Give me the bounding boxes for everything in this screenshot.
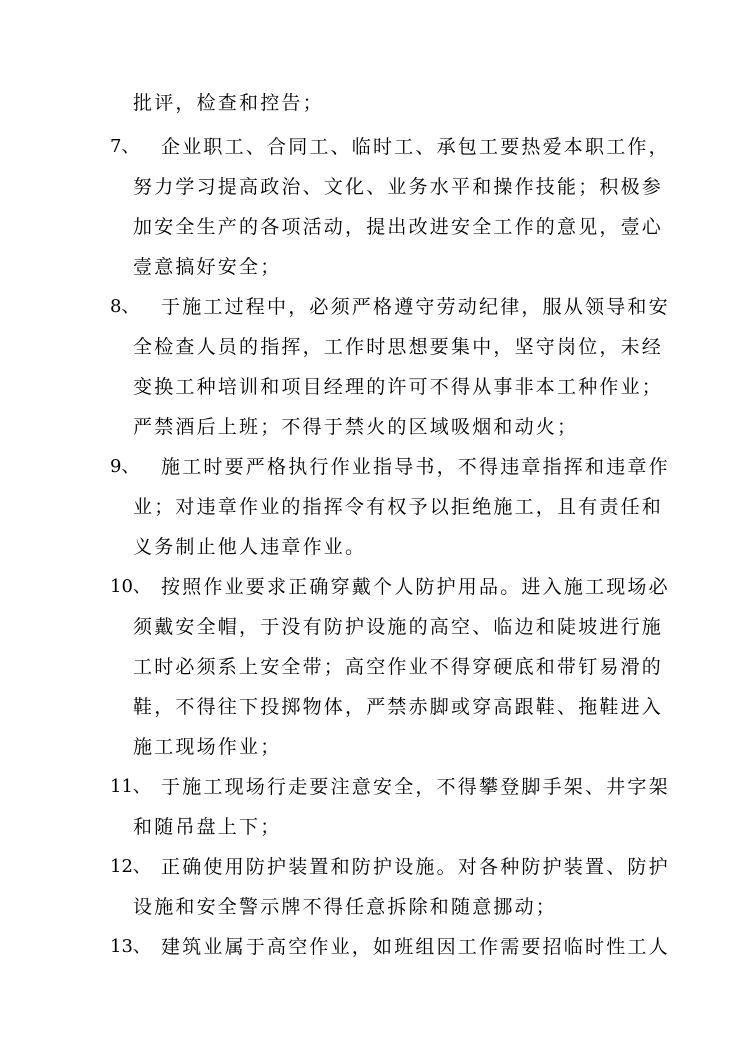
- item-text-line: 严禁酒后上班；不得于禁火的区域吸烟和动火；: [133, 416, 579, 438]
- item-text-line: 须戴安全帽，于没有防护设施的高空、临边和陡坡进行施: [133, 616, 664, 638]
- item-text-line: 施工现场作业；: [133, 736, 282, 758]
- item-text-line: 和随吊盘上下；: [133, 816, 282, 838]
- item-number: 13、: [110, 936, 151, 957]
- item-text-line: 于施工现场行走要注意安全，不得攀登脚手架、井字架: [161, 776, 670, 798]
- item-text-line: 施工时要严格执行作业指导书，不得违章指挥和违章作: [161, 456, 670, 478]
- item-text-line: 鞋，不得往下投掷物体，严禁赤脚或穿高跟鞋、拖鞋进入: [133, 696, 664, 718]
- item-text-line: 正确使用防护装置和防护设施。对各种防护装置、防护: [161, 856, 670, 878]
- item-text-line: 业；对违章作业的指挥令有权予以拒绝施工，且有责任和: [133, 496, 664, 518]
- item-text-line: 企业职工、合同工、临时工、承包工要热爱本职工作，: [161, 136, 670, 158]
- item-number: 9、: [110, 456, 140, 477]
- item-text-line: 努力学习提高政治、文化、业务水平和操作技能；积极参: [133, 176, 664, 198]
- item-text-line: 加安全生产的各项活动，提出改进安全工作的意见，壹心: [133, 216, 664, 238]
- item-text-line: 于施工过程中，必须严格遵守劳动纪律，服从领导和安: [161, 296, 670, 318]
- item-text-line: 义务制止他人违章作业。: [133, 536, 367, 558]
- item-number: 10、: [110, 576, 151, 597]
- item-number: 11、: [110, 776, 151, 797]
- item-text-line: 按照作业要求正确穿戴个人防护用品。进入施工现场必: [161, 576, 670, 598]
- item-text-line: 壹意搞好安全；: [133, 256, 282, 278]
- item-text-line: 建筑业属于高空作业，如班组因工作需要招临时性工人: [161, 936, 670, 958]
- item-text-line: 变换工种培训和项目经理的许可不得从事非本工种作业；: [133, 376, 664, 398]
- item-text-line: 工时必须系上安全带；高空作业不得穿硬底和带钉易滑的: [133, 656, 664, 678]
- item-text-line: 全检查人员的指挥，工作时思想要集中，坚守岗位，未经: [133, 336, 664, 358]
- item-number: 12、: [110, 856, 151, 877]
- continuation-line: 批评，检查和控告；: [133, 92, 324, 114]
- item-number: 7、: [110, 136, 140, 157]
- item-text-line: 设施和安全警示牌不得任意拆除和随意挪动；: [133, 896, 558, 918]
- item-number: 8、: [110, 296, 140, 317]
